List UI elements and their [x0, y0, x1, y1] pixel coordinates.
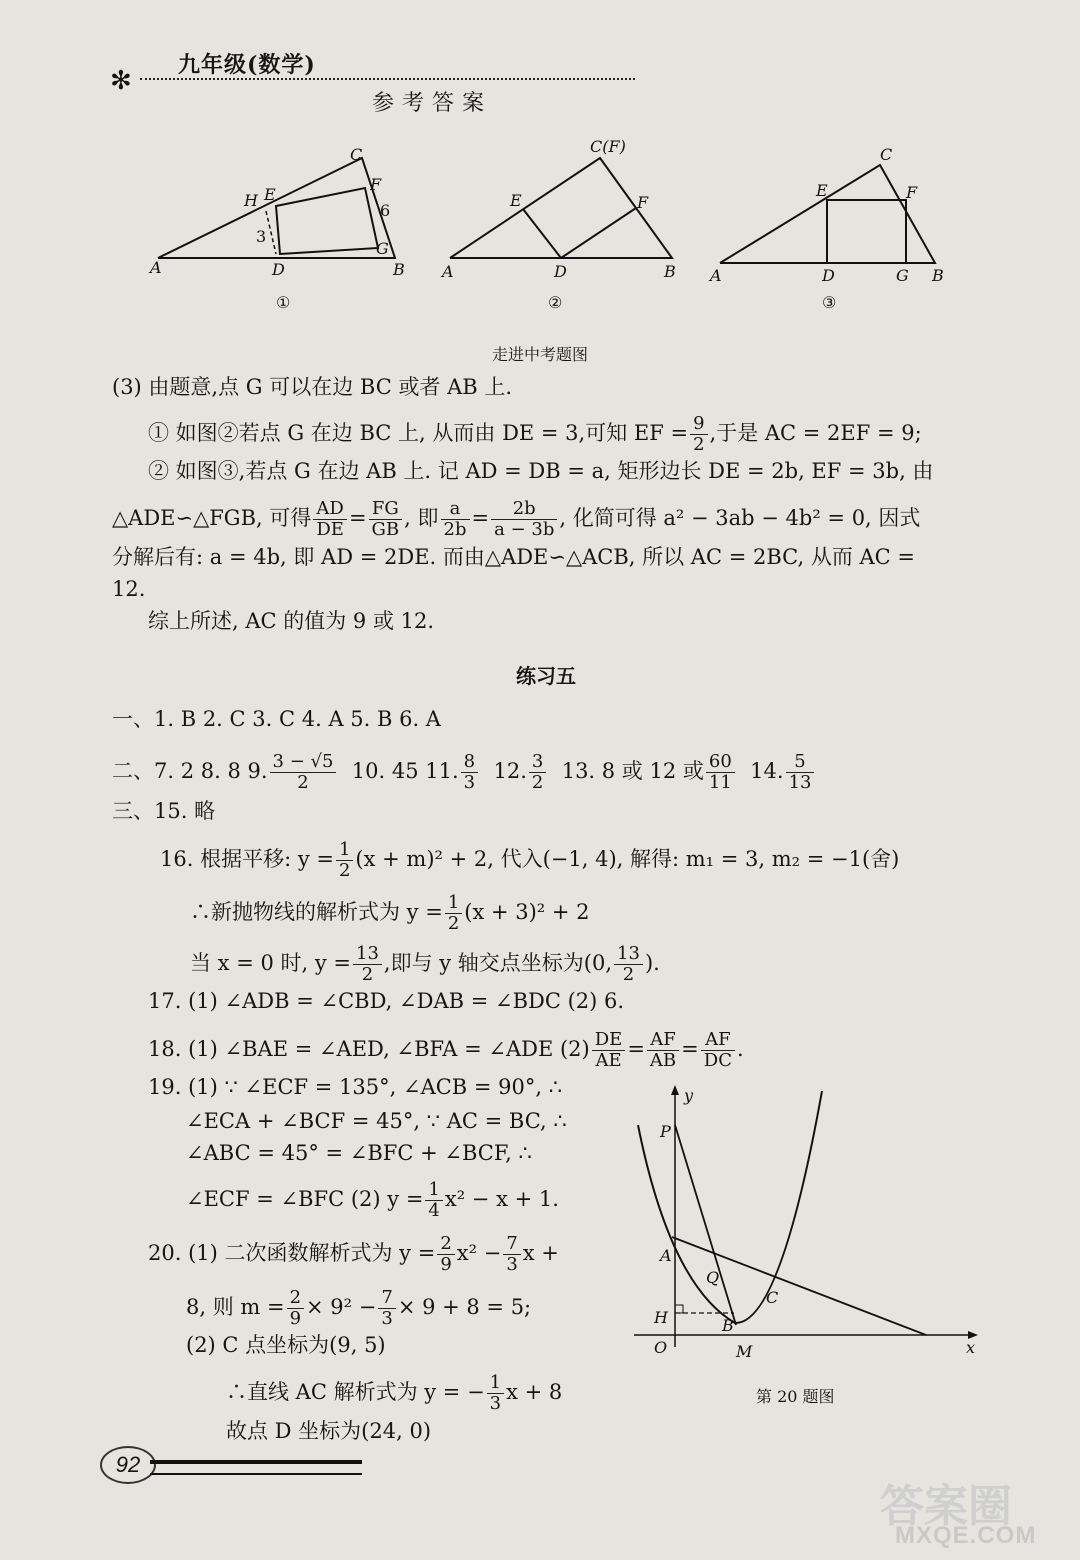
fig1-label-a: A [150, 258, 162, 277]
fig3-label-g: G [896, 266, 909, 285]
fig1-caption: ① [276, 293, 291, 312]
answer-3-summary: 综上所述, AC 的值为 9 或 12. [148, 609, 435, 633]
figure-2 [440, 137, 676, 312]
answer-20-line-4: ∴直线 AC 解析式为 y = − $\frac{1}{3}$ x + 8 [226, 1372, 563, 1414]
fig2-caption: ② [548, 293, 563, 312]
graph-label-a: A [660, 1246, 672, 1265]
graph-label-y: y [684, 1086, 694, 1105]
footer-bar [150, 1460, 362, 1475]
fig2-label-f: F [637, 193, 649, 212]
answer-20-line-1: 20. (1) 二次函数解析式为 y = $\frac{2}{9}$ x² − $\frac{7}{3}$ x + [148, 1233, 559, 1275]
answer-3-case-2-line-3: 分解后有: a = 4b, 即 AD = 2DE. 而由△ADE∽△ACB, 所以 AC = 2BC, 从而 AC = [112, 545, 916, 569]
flower-ornament-icon: ✻ [110, 66, 132, 96]
fig1-label-d: D [272, 260, 285, 279]
figure-3 [708, 145, 944, 312]
graph-label-x: x [966, 1338, 976, 1357]
answer-19-line-3: ∠ABC = 45° = ∠BFC + ∠BCF, ∴ [186, 1141, 532, 1165]
answer-18: 18. (1) ∠BAE = ∠AED, ∠BFA = ∠ADE (2) $\frac{DE}{AE}$ = $\frac{AF}{AB}$ = $\frac{AF}{DC}$ . [148, 1029, 744, 1071]
fig1-label-b: B [393, 260, 405, 279]
answer-16-line-1: 16. 根据平移: y = $\frac{1}{2}$ (x + m)² + 2, 代入(−1, 4), 解得: m₁ = 3, m₂ = −1(舍) [160, 839, 900, 881]
fig2-label-a: A [442, 262, 454, 281]
answer-3-case-2-line-4: 12. [112, 577, 146, 601]
graph-label-h: H [654, 1308, 668, 1327]
answer-3-case-2-line-2: △ADE∽△FGB, 可得 $\frac{AD}{DE}$ = $\frac{FG}{GB}$ , 即 $\frac{a}{2b}$ = $\frac{2b}{a - 3b}$ , 化简可得 a² − 3ab − 4b² = 0, 因式 [112, 498, 921, 540]
answer-20-line-5: 故点 D 坐标为(24, 0) [226, 1419, 432, 1443]
answer-3-case-2-line-1: ② 如图③,若点 G 在边 AB 上. 记 AD = DB = a, 矩形边长 DE = 2b, EF = 3b, 由 [148, 459, 934, 483]
answers-fill-in: 二、7. 2 8. 8 9. $\frac{3 - √5}{2}$ 10. 45 11. $\frac{8}{3}$ 12. $\frac{3}{2}$ 13. 8 或 12 或 $\frac{60}{11}$ 14. $\frac{5}{13}$ [112, 752, 816, 793]
header-subtitle: 参考答案 [372, 91, 493, 116]
graph-label-b: B [722, 1316, 734, 1335]
fig3-label-d: D [822, 266, 835, 285]
graph-label-o: O [654, 1338, 668, 1357]
parabola-graph [630, 1085, 980, 1375]
answers-choice: 一、1. B 2. C 3. C 4. A 5. B 6. A [112, 707, 441, 731]
fig3-label-c: C [880, 145, 893, 164]
answer-19-line-1: 19. (1) ∵ ∠ECF = 135°, ∠ACB = 90°, ∴ [148, 1075, 563, 1099]
graph-label-q: Q [706, 1268, 720, 1287]
fig1-label-c: C [350, 145, 363, 164]
section-title: 练习五 [516, 664, 576, 688]
answer-3: (3) 由题意,点 G 可以在边 BC 或者 AB 上. [112, 375, 513, 399]
fig3-label-a: A [710, 266, 722, 285]
figure-group-caption: 走进中考题图 [492, 345, 589, 364]
fig2-label-b: B [664, 262, 676, 281]
fig1-label-h: H [244, 191, 258, 210]
header-grade-subject: 九年级(数学) [178, 52, 316, 78]
header-divider [140, 78, 635, 80]
fig3-caption: ③ [822, 293, 837, 312]
answer-15: 三、15. 略 [112, 799, 216, 823]
fig3-label-b: B [932, 266, 944, 285]
fraction: $\frac{9}{2}$ [690, 414, 707, 455]
fig1-label-g: G [376, 239, 389, 258]
fig1-label-6: 6 [380, 201, 391, 220]
page-number: 92 [100, 1446, 156, 1484]
figure-1 [148, 145, 405, 312]
watermark-logo: 答案圈 [880, 1482, 1012, 1531]
graph-label-m: M [736, 1342, 753, 1361]
graph-label-p: P [660, 1122, 671, 1141]
fig3-label-e: E [816, 181, 828, 200]
answer-20-line-2: 8, 则 m = $\frac{2}{9}$ × 9² − $\frac{7}{3}$ × 9 + 8 = 5; [186, 1287, 532, 1329]
fig2-label-cf: C(F) [590, 137, 626, 156]
answer-17: 17. (1) ∠ADB = ∠CBD, ∠DAB = ∠BDC (2) 6. [148, 989, 625, 1013]
fig2-label-e: E [510, 191, 522, 210]
answer-16-line-2: ∴新抛物线的解析式为 y = $\frac{1}{2}$ (x + 3)² + 2 [190, 892, 590, 934]
fig1-label-3: 3 [256, 227, 267, 246]
fig3-label-f: F [906, 183, 918, 202]
fig1-label-e: E [264, 185, 276, 204]
graph-caption: 第 20 题图 [756, 1387, 835, 1406]
answer-16-line-3: 当 x = 0 时, y = $\frac{13}{2}$ ,即与 y 轴交点坐标为(0, $\frac{13}{2}$ ). [190, 943, 660, 985]
fig1-label-f: F [370, 175, 382, 194]
answer-3-case-1: ① 如图②若点 G 在边 BC 上, 从而由 DE = 3,可知 EF = $\frac{9}{2}$ ,于是 AC = 2EF = 9; [148, 413, 922, 455]
graph-label-c: C [766, 1288, 779, 1307]
triangle-figures [140, 130, 980, 350]
fig2-label-d: D [554, 262, 567, 281]
answer-20-line-3: (2) C 点坐标为(9, 5) [186, 1333, 386, 1357]
watermark-url: MXQE.COM [895, 1522, 1037, 1549]
answer-19-line-2: ∠ECA + ∠BCF = 45°, ∵ AC = BC, ∴ [186, 1109, 567, 1133]
answer-19-line-4: ∠ECF = ∠BFC (2) y = $\frac{1}{4}$ x² − x + 1. [186, 1179, 559, 1221]
